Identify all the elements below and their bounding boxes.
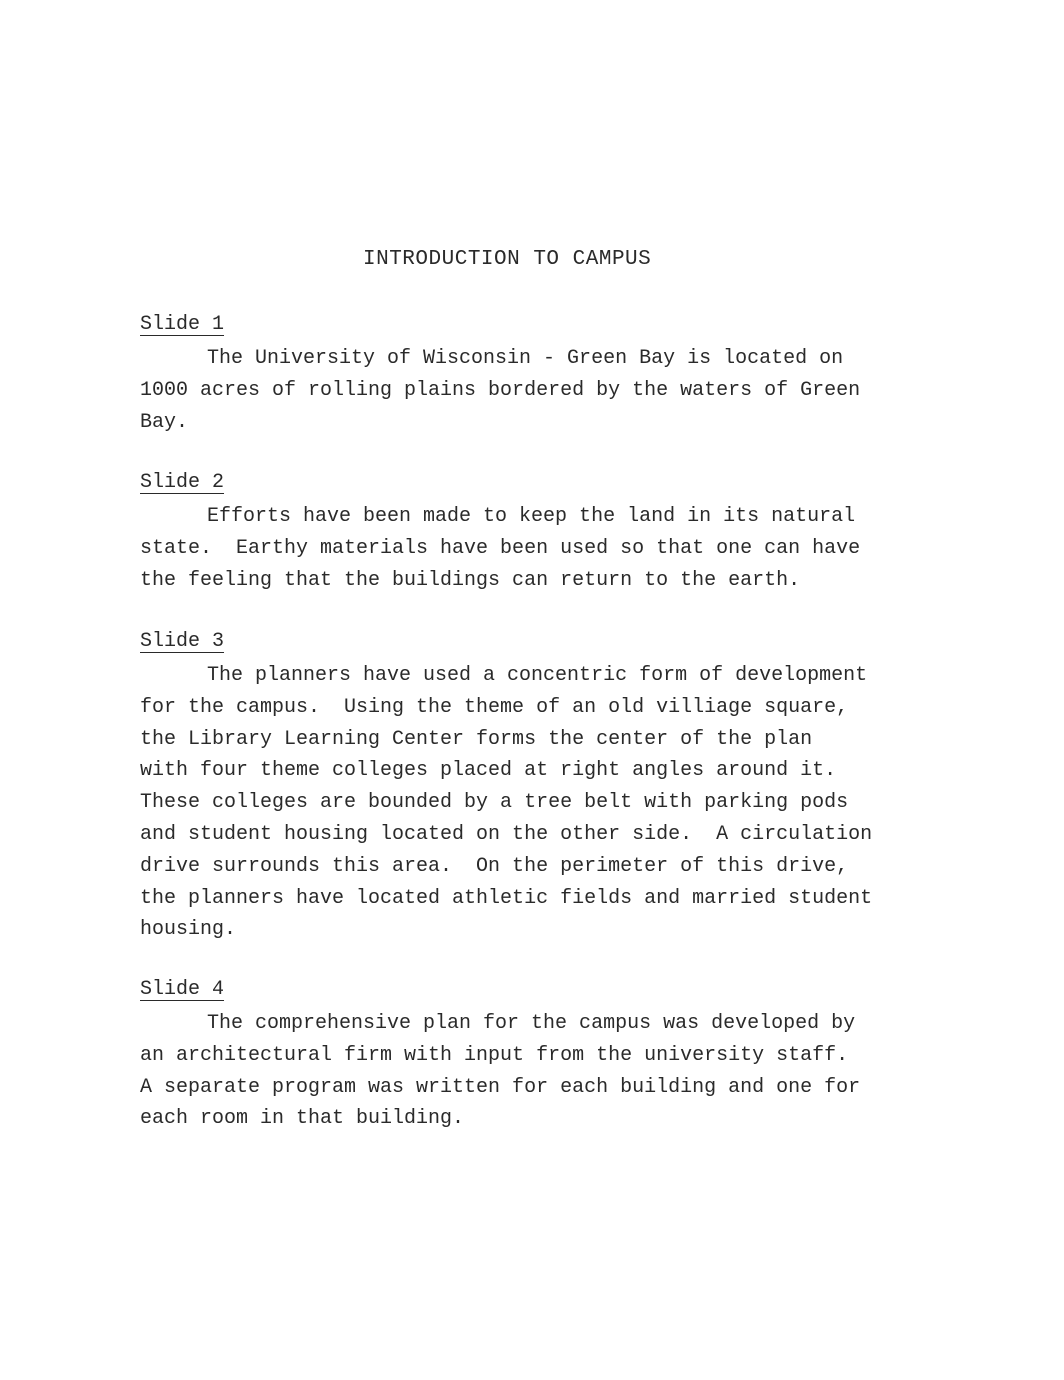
paragraph-line: The planners have used a concentric form of development: [207, 664, 868, 687]
slide-section-3: [140, 630, 970, 946]
paragraph-line: an architectural firm with input from the university staff.: [140, 1043, 849, 1067]
paragraph-line: drive surrounds this area. On the perimeter of this drive,: [140, 854, 849, 878]
paragraph-line: housing.: [140, 918, 237, 942]
paragraph-line: the planners have located athletic fields and married student: [140, 886, 873, 910]
slide-heading: Slide 1: [140, 313, 225, 336]
paragraph-line: The comprehensive plan for the campus was developed by: [207, 1012, 856, 1035]
document-title: INTRODUCTION TO CAMPUS: [363, 248, 652, 271]
paragraph-line: Bay.: [140, 410, 189, 434]
slide-section-1: [140, 313, 970, 438]
paragraph-line: These colleges are bounded by a tree belt with parking pods: [140, 791, 849, 815]
slide-heading: Slide 4: [140, 978, 225, 1001]
paragraph-line: 1000 acres of rolling plains bordered by the waters of Green: [140, 378, 861, 402]
slide-paragraph: [140, 1008, 970, 1135]
slide-section-4: [140, 978, 970, 1135]
slide-paragraph: [140, 660, 970, 946]
slide-section-2: [140, 471, 970, 596]
paragraph-line: with four theme colleges placed at right angles around it.: [140, 759, 837, 783]
paragraph-line: for the campus. Using the theme of an old villiage square,: [140, 695, 849, 719]
slide-paragraph: [140, 501, 970, 596]
paragraph-line: Efforts have been made to keep the land in its natural: [207, 505, 856, 528]
slide-paragraph: [140, 343, 970, 438]
slide-heading: Slide 3: [140, 630, 225, 653]
paragraph-line: state. Earthy materials have been used so that one can have: [140, 536, 861, 560]
paragraph-line: The University of Wisconsin - Green Bay is located on: [207, 347, 844, 370]
paragraph-line: the feeling that the buildings can return to the earth.: [140, 568, 801, 592]
paragraph-line: A separate program was written for each building and one for: [140, 1075, 861, 1099]
paragraph-line: each room in that building.: [140, 1107, 465, 1131]
paragraph-line: and student housing located on the other side. A circulation: [140, 822, 873, 846]
paragraph-line: the Library Learning Center forms the center of the plan: [140, 727, 813, 751]
slide-heading: Slide 2: [140, 471, 225, 494]
